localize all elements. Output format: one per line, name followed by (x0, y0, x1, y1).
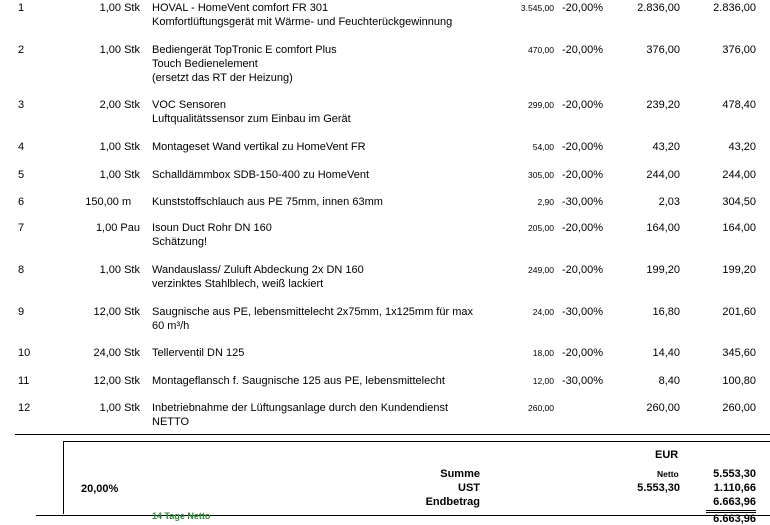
summe-label: Summe (440, 468, 480, 480)
item-unit-price: 2,90 (537, 197, 554, 207)
item-net-price: 2.836,00 (637, 2, 680, 14)
item-unit-price: 12,00 (532, 376, 554, 386)
item-quantity: 1,00 Stk (99, 169, 140, 181)
item-description: HOVAL - HomeVent comfort FR 301 Komfortlüftungsgerät mit Wärme- und Feuchterückgewinnung (152, 2, 453, 28)
ust-value: 1.110,66 (713, 482, 756, 494)
item-total: 2.836,00 (713, 2, 756, 14)
item-quantity: 24,00 Stk (93, 347, 140, 359)
item-quantity: 12,00 Stk (93, 375, 140, 387)
item-net-price: 16,80 (652, 306, 680, 318)
item-discount: -20,00% (562, 44, 603, 56)
item-description: VOC Sensoren Luftqualitätssensor zum Einbau im Gerät (152, 99, 351, 125)
item-quantity: 1,00 Stk (99, 141, 140, 153)
item-unit-price: 299,00 (528, 100, 554, 110)
item-net-price: 164,00 (646, 222, 680, 234)
vat-rate: 20,00% (81, 483, 119, 495)
item-total: 345,60 (722, 347, 756, 359)
netto-label: Netto (657, 469, 679, 479)
item-net-price: 14,40 (652, 347, 680, 359)
item-unit-price: 18,00 (532, 348, 554, 358)
item-description: Wandauslass/ Zuluft Abdeckung 2x DN 160 verzinktes Stahlblech, weiß lackiert (152, 264, 364, 290)
item-net-price: 239,20 (646, 99, 680, 111)
item-position: 5 (18, 169, 25, 181)
item-quantity: 1,00 Stk (99, 402, 140, 414)
item-position: 2 (18, 44, 25, 56)
item-description: Inbetriebnahme der Lüftungsanlage durch den Kundendienst NETTO (152, 402, 449, 428)
item-total: 376,00 (722, 44, 756, 56)
endbetrag-label: Endbetrag (425, 496, 480, 508)
item-total: 478,40 (722, 99, 756, 111)
item-position: 9 (18, 306, 25, 318)
endbetrag-repeat: 6.663,96 (713, 513, 756, 525)
item-total: 201,60 (722, 306, 756, 318)
item-quantity: 1,00 Pau (95, 222, 140, 234)
summe-value: 5.553,30 (713, 468, 756, 480)
item-total: 100,80 (722, 375, 756, 387)
endbetrag-underline (706, 510, 756, 511)
item-net-price: 376,00 (646, 44, 680, 56)
item-quantity: 12,00 Stk (93, 306, 140, 318)
item-unit-price: 305,00 (528, 170, 554, 180)
ust-label: UST (458, 482, 480, 494)
item-net-price: 199,20 (646, 264, 680, 276)
item-description: Tellerventil DN 125 (152, 347, 245, 359)
item-unit-price: 24,00 (532, 307, 554, 317)
item-total: 260,00 (722, 402, 756, 414)
item-position: 1 (18, 2, 25, 14)
item-position: 6 (18, 196, 25, 208)
currency-label: EUR (655, 449, 679, 461)
item-discount: -20,00% (562, 141, 603, 153)
item-description: Schalldämmbox SDB-150-400 zu HomeVent (152, 169, 370, 181)
item-discount: -20,00% (562, 222, 603, 234)
item-quantity: 150,00 m (85, 196, 132, 208)
item-position: 11 (18, 375, 30, 387)
item-unit-price: 249,00 (528, 265, 554, 275)
item-quantity: 2,00 Stk (99, 99, 140, 111)
item-position: 8 (18, 264, 25, 276)
item-position: 3 (18, 99, 25, 111)
item-position: 12 (18, 402, 31, 414)
item-description: Montageflansch f. Saugnische 125 aus PE, lebensmittelecht (152, 375, 445, 387)
item-unit-price: 3.545,00 (520, 3, 554, 13)
item-unit-price: 260,00 (528, 403, 554, 413)
item-description: Isoun Duct Rohr DN 160 Schätzung! (152, 222, 272, 248)
item-quantity: 1,00 Stk (99, 264, 140, 276)
item-total: 244,00 (722, 169, 756, 181)
table-divider (15, 434, 770, 435)
item-total: 199,20 (722, 264, 756, 276)
item-position: 10 (18, 347, 31, 359)
item-discount: -30,00% (562, 196, 603, 208)
item-description: Montageset Wand vertikal zu HomeVent FR (152, 141, 366, 153)
item-net-price: 244,00 (646, 169, 680, 181)
item-position: 4 (18, 141, 25, 153)
item-discount: -20,00% (562, 264, 603, 276)
item-description: Kunststoffschlauch aus PE 75mm, innen 63mm (152, 196, 383, 208)
item-discount: -20,00% (562, 2, 603, 14)
endbetrag-value: 6.663,96 (713, 496, 756, 508)
item-unit-price: 205,00 (528, 223, 554, 233)
item-net-price: 260,00 (646, 402, 680, 414)
item-discount: -20,00% (562, 169, 603, 181)
netto-base: 5.553,30 (637, 482, 680, 494)
item-unit-price: 54,00 (532, 142, 554, 152)
item-position: 7 (18, 222, 25, 234)
item-quantity: 1,00 Stk (99, 44, 140, 56)
item-discount: -20,00% (562, 99, 603, 111)
item-total: 304,50 (722, 196, 756, 208)
item-net-price: 8,40 (658, 375, 680, 387)
item-net-price: 2,03 (658, 196, 680, 208)
item-unit-price: 470,00 (528, 45, 554, 55)
item-description: Saugnische aus PE, lebensmittelecht 2x75mm, 1x125mm für max 60 m³/h (152, 306, 473, 332)
item-total: 43,20 (728, 141, 756, 153)
payment-terms: 14 Tage Netto (152, 511, 211, 521)
item-quantity: 1,00 Stk (99, 2, 140, 14)
item-total: 164,00 (722, 222, 756, 234)
item-discount: -30,00% (562, 306, 603, 318)
item-net-price: 43,20 (652, 141, 680, 153)
summary-bottom-rule (36, 515, 770, 516)
item-discount: -30,00% (562, 375, 603, 387)
item-discount: -20,00% (562, 347, 603, 359)
item-description: Bediengerät TopTronic E comfort Plus Touch Bedienelement (ersetzt das RT der Heizung) (152, 44, 337, 84)
